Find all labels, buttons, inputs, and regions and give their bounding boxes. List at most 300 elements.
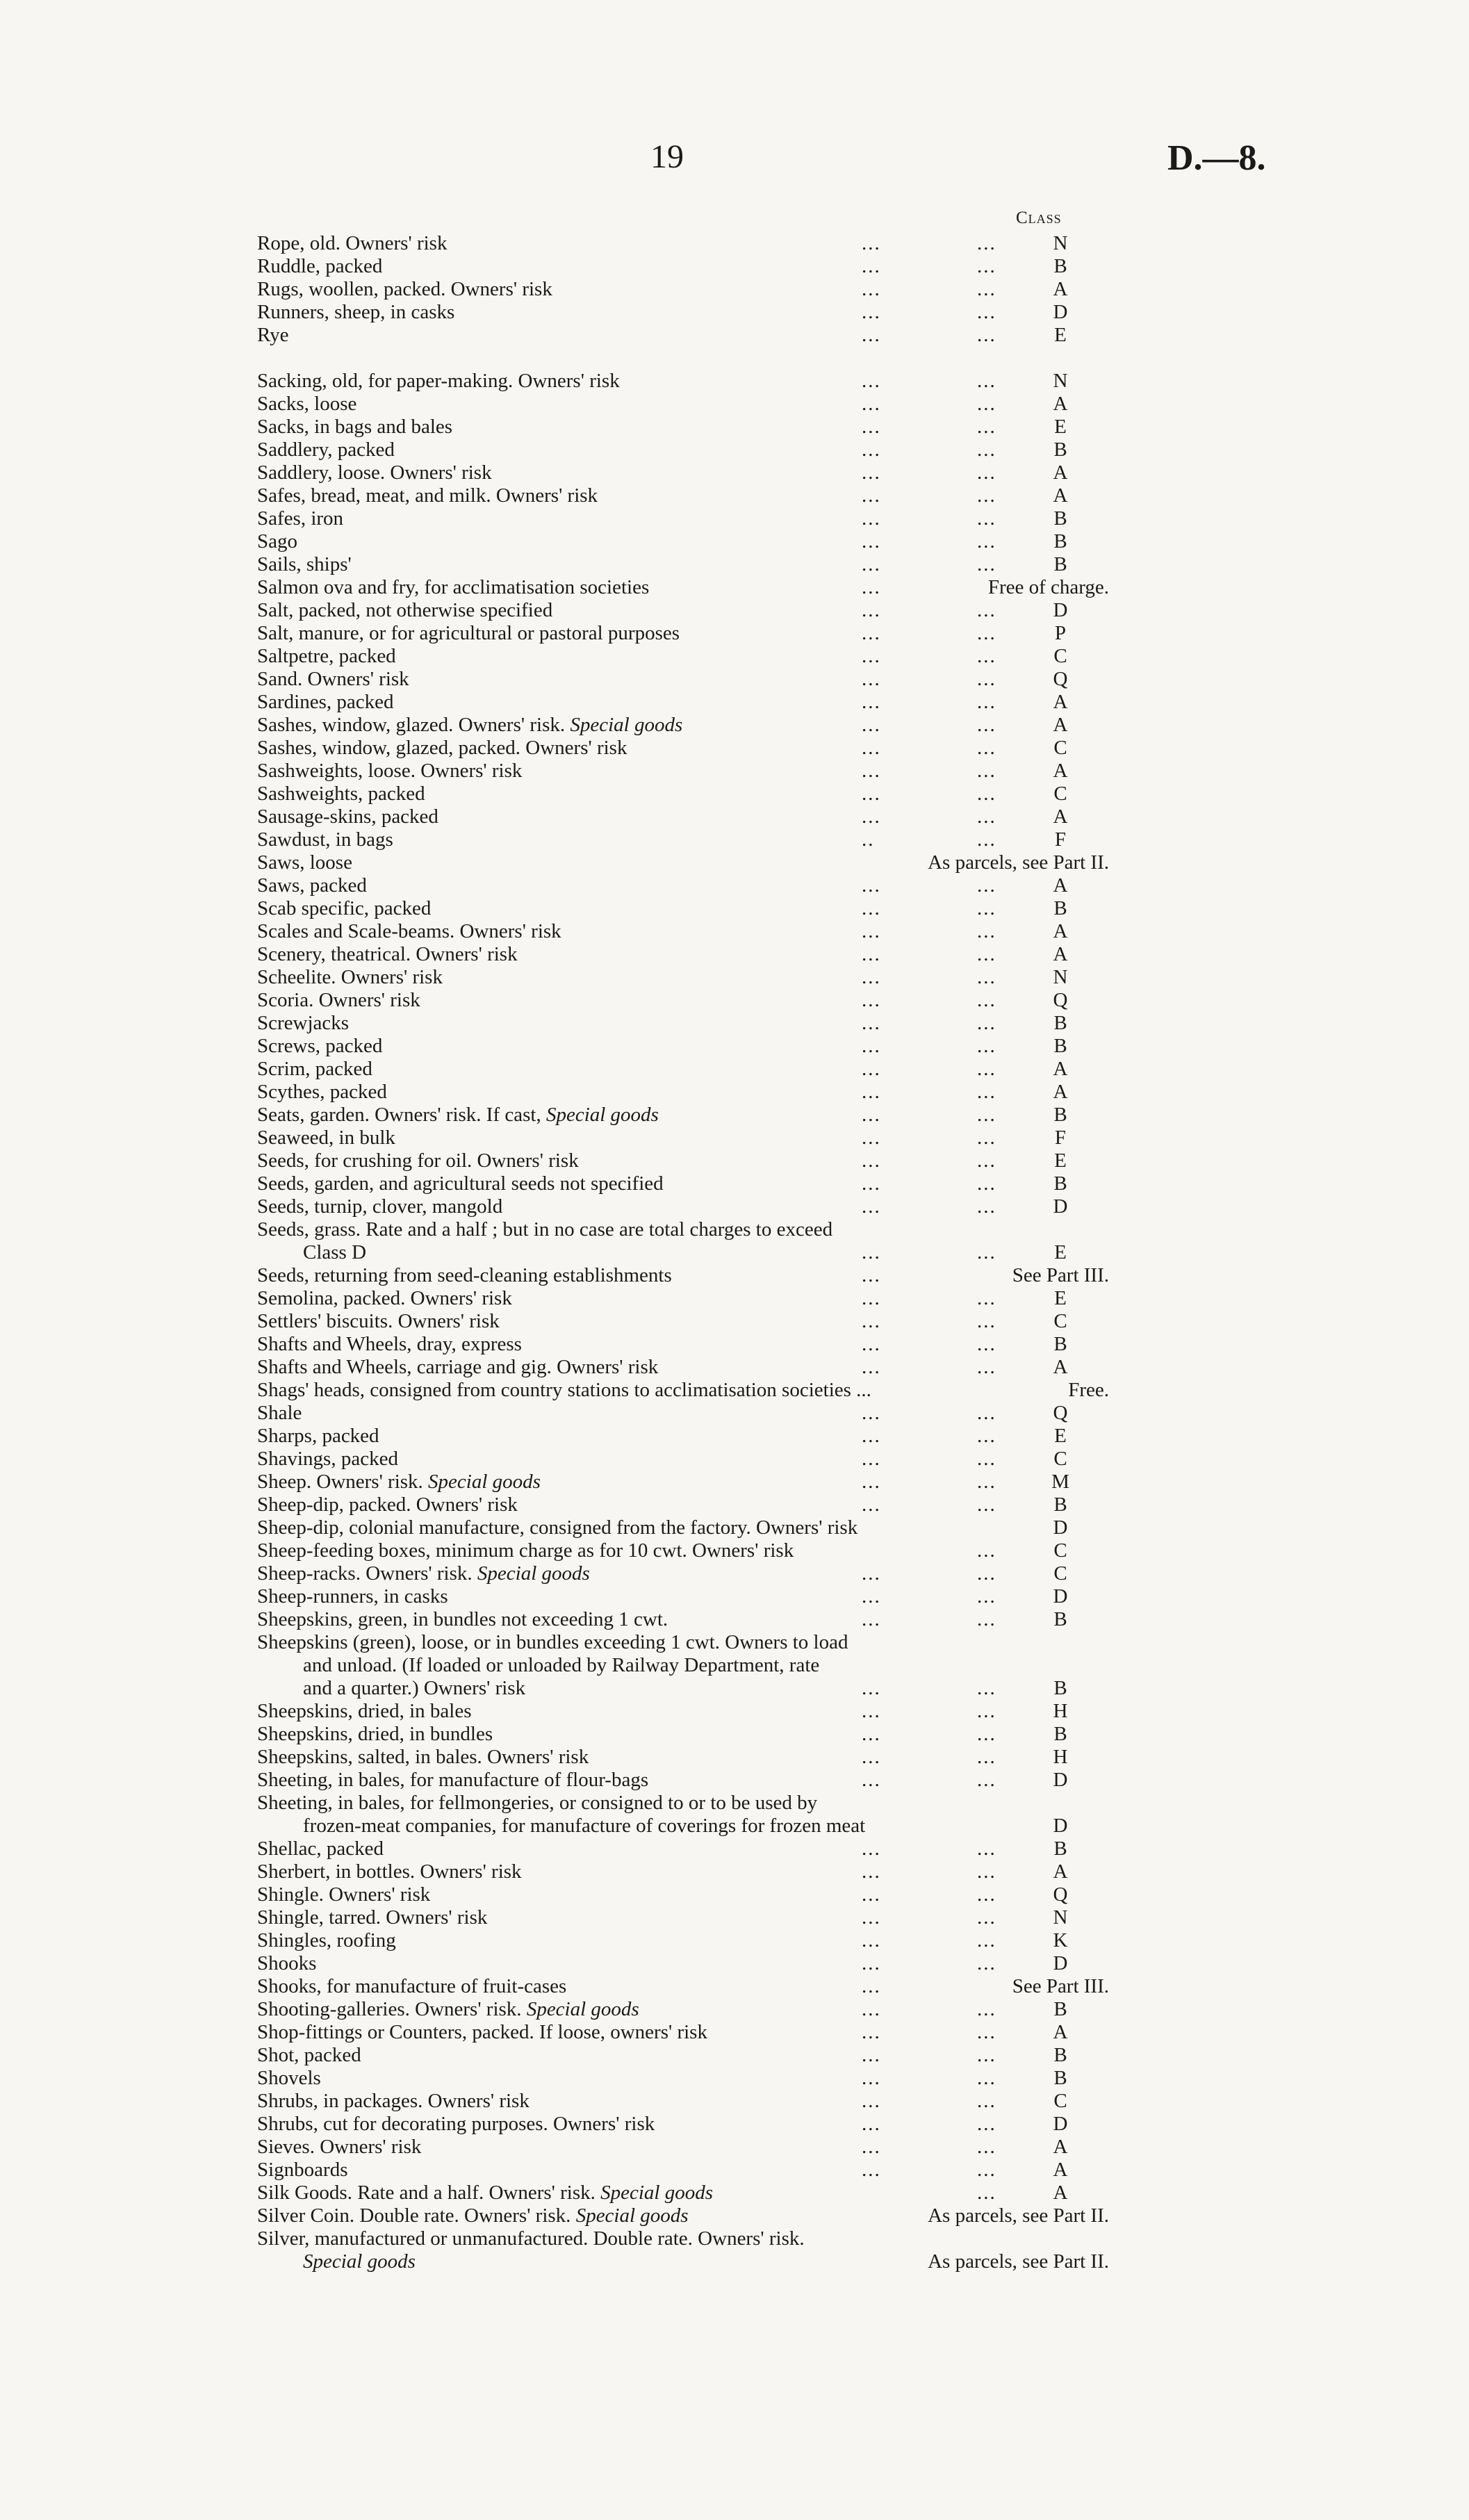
class-letter: Q: [1053, 989, 1068, 1011]
list-item: [257, 1700, 1091, 1723]
leader-dots: ...: [977, 1448, 996, 1470]
leader-dots: ...: [862, 1998, 881, 2020]
class-letter: C: [1053, 1310, 1067, 1332]
classification-list: [257, 232, 1109, 2273]
list-item: [257, 1654, 1091, 1677]
class-letter: B: [1053, 1035, 1067, 1057]
leader-dots: ...: [977, 1012, 996, 1034]
item-description: Shingle, tarred. Owners' risk: [257, 1906, 488, 1929]
class-letter: C: [1053, 783, 1067, 805]
leader-dots: ...: [977, 874, 996, 897]
item-description: Sashweights, packed: [257, 783, 425, 805]
item-description: Shingle. Owners' risk: [257, 1883, 431, 1906]
class-letter: B: [1053, 2067, 1067, 2089]
item-description: Seeds, grass. Rate and a half ; but in no case are total charges to exceed: [257, 1218, 833, 1241]
leader-dots: ...: [977, 1425, 996, 1447]
leader-dots: ...: [977, 2159, 996, 2181]
list-item: [257, 1883, 1091, 1906]
item-description: Sheepskins, dried, in bundles: [257, 1723, 493, 1745]
class-letter: B: [1053, 1104, 1067, 1126]
special-goods-note: Special goods: [422, 1471, 541, 1493]
class-letter: E: [1054, 1149, 1067, 1172]
list-item: [257, 737, 1091, 760]
leader-dots: ...: [862, 1425, 881, 1447]
class-letter: A: [1053, 943, 1068, 965]
leader-dots: ...: [862, 1012, 881, 1034]
leader-dots: ...: [977, 1608, 996, 1630]
class-letter: B: [1053, 1172, 1067, 1195]
list-item: [257, 1218, 1091, 1241]
leader-dots: ...: [977, 1746, 996, 1768]
item-description: Saws, loose: [257, 851, 352, 874]
leader-dots: ...: [862, 1264, 881, 1286]
list-item: [257, 1562, 1091, 1585]
leader-dots: ...: [977, 393, 996, 415]
special-goods-note: Special goods: [303, 2250, 416, 2273]
class-letter: C: [1053, 1562, 1067, 1585]
class-letter: P: [1054, 622, 1067, 644]
item-description: Class D: [303, 1241, 367, 1263]
item-description: Screwjacks: [257, 1012, 350, 1034]
leader-dots: ...: [977, 1539, 996, 1562]
leader-dots: ...: [862, 1929, 881, 1952]
leader-dots: ...: [862, 461, 881, 484]
list-item: [257, 1310, 1091, 1333]
class-letter: C: [1053, 1539, 1067, 1562]
leader-dots: ...: [977, 1562, 996, 1585]
list-item: [257, 805, 1091, 828]
list-item: [257, 1677, 1091, 1700]
leader-dots: ...: [862, 1287, 881, 1309]
class-letter: B: [1053, 1608, 1067, 1630]
list-item: [257, 1723, 1091, 1746]
class-column-header: Class: [1016, 208, 1062, 227]
item-description: Shrubs, in packages. Owners' risk: [257, 2090, 530, 2112]
list-item: [257, 2067, 1091, 2090]
class-letter: A: [1053, 760, 1068, 782]
leader-dots: ...: [862, 943, 881, 965]
class-letter: D: [1053, 2113, 1068, 2135]
item-description: Scoria. Owners' risk: [257, 989, 420, 1011]
leader-dots: ...: [977, 278, 996, 300]
class-letter: C: [1053, 645, 1067, 667]
item-description: Runners, sheep, in casks: [257, 301, 455, 323]
leader-dots: ...: [977, 530, 996, 553]
leader-dots: ...: [862, 714, 881, 736]
list-item: [257, 1425, 1091, 1448]
leader-dots: ...: [862, 2044, 881, 2066]
item-description: Sheepskins, salted, in bales. Owners' risk: [257, 1746, 589, 1768]
special-goods-note: Special goods: [571, 2204, 689, 2227]
class-letter: B: [1053, 1494, 1067, 1516]
leader-dots: ...: [977, 828, 996, 851]
item-description: Saddlery, packed: [257, 439, 395, 461]
leader-dots: ...: [862, 1104, 881, 1126]
item-description: Salmon ova and fry, for acclimatisation societies: [257, 576, 650, 598]
special-goods-note: Special goods: [565, 714, 683, 736]
leader-dots: ...: [977, 2090, 996, 2112]
list-item: [257, 1287, 1091, 1310]
class-letter: A: [1053, 2159, 1068, 2181]
item-description: Scythes, packed: [257, 1081, 387, 1103]
list-item: [257, 989, 1091, 1012]
item-description: Silk Goods. Rate and a half. Owners' risk. Special goods: [257, 2182, 714, 2204]
leader-dots: ...: [862, 622, 881, 644]
leader-dots: ...: [862, 484, 881, 507]
item-description: Salt, manure, or for agricultural or pastoral purposes: [257, 622, 680, 644]
class-letter: E: [1054, 416, 1067, 438]
item-description: Salt, packed, not otherwise specified: [257, 599, 553, 621]
list-item: [257, 1356, 1091, 1379]
leader-dots: ...: [862, 691, 881, 713]
class-letter: A: [1053, 1081, 1068, 1103]
item-description: Rye: [257, 324, 289, 346]
class-letter: D: [1053, 1769, 1068, 1791]
list-item: [257, 1104, 1091, 1127]
rate-note: As parcels, see Part II.: [928, 2204, 1109, 2227]
leader-dots: ...: [977, 1494, 996, 1516]
class-letter: A: [1053, 1860, 1068, 1883]
class-letter: D: [1053, 301, 1068, 323]
leader-dots: ...: [862, 2113, 881, 2135]
leader-dots: ...: [977, 1929, 996, 1952]
special-goods-note: Special goods: [595, 2182, 714, 2204]
item-description: Sails, ships': [257, 553, 352, 575]
leader-dots: ...: [862, 1195, 881, 1218]
leader-dots: ...: [862, 1149, 881, 1172]
leader-dots: ...: [977, 2021, 996, 2043]
class-letter: B: [1053, 1723, 1067, 1745]
class-letter: K: [1053, 1929, 1068, 1952]
leader-dots: ...: [862, 966, 881, 988]
item-description: Sashes, window, glazed. Owners' risk. Special goods: [257, 714, 683, 736]
class-letter: E: [1054, 1241, 1067, 1263]
list-item: [257, 484, 1091, 507]
list-item: [257, 783, 1091, 805]
list-item: [257, 828, 1091, 851]
leader-dots: ...: [862, 1883, 881, 1906]
class-letter: N: [1053, 1906, 1068, 1929]
leader-dots: ...: [862, 553, 881, 575]
item-description: Sheep-racks. Owners' risk. Special goods: [257, 1562, 590, 1585]
leader-dots: ...: [862, 668, 881, 690]
item-description: Screws, packed: [257, 1035, 383, 1057]
leader-dots: ...: [862, 1333, 881, 1355]
item-description: Sheepskins, dried, in bales: [257, 1700, 472, 1722]
class-letter: C: [1053, 737, 1067, 759]
leader-dots: ...: [977, 1356, 996, 1378]
list-item: [257, 668, 1091, 691]
list-item: [257, 599, 1091, 622]
list-item: [257, 553, 1091, 576]
leader-dots: ...: [977, 897, 996, 919]
leader-dots: ...: [862, 1402, 881, 1424]
item-description: Scab specific, packed: [257, 897, 432, 919]
list-item: [257, 1516, 1091, 1539]
item-description: Sawdust, in bags: [257, 828, 393, 851]
list-item: [257, 393, 1091, 416]
list-item: [257, 324, 1091, 347]
item-description: Sheep-runners, in casks: [257, 1585, 448, 1607]
list-item: [257, 1149, 1091, 1172]
class-letter: A: [1053, 874, 1068, 897]
leader-dots: ...: [977, 1127, 996, 1149]
leader-dots: ...: [862, 1448, 881, 1470]
list-item: [257, 1975, 1109, 1998]
leader-dots: ...: [862, 989, 881, 1011]
leader-dots: ...: [977, 507, 996, 530]
leader-dots: ...: [977, 1287, 996, 1309]
item-description: Shags' heads, consigned from country stations to acclimatisation societies ...: [257, 1379, 871, 1401]
class-letter: A: [1053, 2021, 1068, 2043]
leader-dots: ...: [862, 1700, 881, 1722]
leader-dots: ...: [977, 668, 996, 690]
class-letter: C: [1053, 1448, 1067, 1470]
item-description: Shooting-galleries. Owners' risk. Special goods: [257, 1998, 639, 2020]
list-item: [257, 1195, 1091, 1218]
leader-dots: ...: [977, 324, 996, 346]
leader-dots: ...: [977, 1402, 996, 1424]
class-letter: B: [1053, 255, 1067, 277]
item-description: frozen-meat companies, for manufacture of coverings for frozen meat: [303, 1815, 866, 1837]
leader-dots: ...: [862, 1471, 881, 1493]
leader-dots: ...: [862, 507, 881, 530]
leader-dots: ...: [977, 2136, 996, 2158]
class-letter: A: [1053, 278, 1068, 300]
class-letter: D: [1053, 1516, 1068, 1539]
leader-dots: ...: [977, 714, 996, 736]
leader-dots: ...: [977, 599, 996, 621]
list-item: [257, 2113, 1091, 2136]
class-letter: B: [1053, 553, 1067, 575]
item-description: Sand. Owners' risk: [257, 668, 409, 690]
leader-dots: ...: [862, 1585, 881, 1607]
item-description: Seeds, garden, and agricultural seeds not specified: [257, 1172, 664, 1195]
class-letter: E: [1054, 1425, 1067, 1447]
leader-dots: ...: [977, 232, 996, 254]
leader-dots: ...: [977, 1035, 996, 1057]
class-letter: B: [1053, 439, 1067, 461]
class-letter: B: [1053, 530, 1067, 553]
item-description: Seats, garden. Owners' risk. If cast, Special goods: [257, 1104, 659, 1126]
class-letter: A: [1053, 461, 1068, 484]
list-item: [257, 1264, 1109, 1287]
list-item: [257, 461, 1091, 484]
leader-dots: ...: [862, 255, 881, 277]
class-letter: Q: [1053, 1883, 1068, 1906]
list-item: [257, 851, 1109, 874]
class-letter: B: [1053, 1012, 1067, 1034]
class-letter: B: [1053, 897, 1067, 919]
leader-dots: ...: [977, 2067, 996, 2089]
leader-dots: ...: [977, 645, 996, 667]
list-item: [257, 2136, 1091, 2159]
list-item: [257, 232, 1091, 255]
leader-dots: ...: [862, 324, 881, 346]
list-item: [257, 576, 1109, 599]
leader-dots: ...: [977, 1883, 996, 1906]
leader-dots: ...: [862, 599, 881, 621]
list-item: [257, 1585, 1091, 1608]
class-letter: A: [1053, 714, 1068, 736]
item-description: Scenery, theatrical. Owners' risk: [257, 943, 518, 965]
item-description: Shellac, packed: [257, 1838, 384, 1860]
leader-dots: ...: [862, 2159, 881, 2181]
leader-dots: ...: [862, 530, 881, 553]
item-description: Sacking, old, for paper-making. Owners' risk: [257, 370, 620, 392]
item-description: Rugs, woollen, packed. Owners' risk: [257, 278, 552, 300]
item-description: Sacks, in bags and bales: [257, 416, 453, 438]
leader-dots: ...: [862, 1356, 881, 1378]
rate-note: As parcels, see Part II.: [928, 2250, 1109, 2273]
leader-dots: ...: [977, 1471, 996, 1493]
leader-dots: ...: [862, 301, 881, 323]
leader-dots: ...: [977, 1998, 996, 2020]
item-description: Seeds, for crushing for oil. Owners' risk: [257, 1149, 579, 1172]
item-description: Seeds, turnip, clover, mangold: [257, 1195, 503, 1218]
leader-dots: ...: [862, 897, 881, 919]
leader-dots: ...: [862, 805, 881, 828]
leader-dots: ...: [977, 1677, 996, 1699]
item-description: Shop-fittings or Counters, packed. If loose, owners' risk: [257, 2021, 707, 2043]
class-letter: N: [1053, 232, 1068, 254]
list-item: [257, 1838, 1091, 1860]
leader-dots: ...: [862, 1058, 881, 1080]
leader-dots: ...: [977, 805, 996, 828]
item-description: Saltpetre, packed: [257, 645, 396, 667]
class-letter: B: [1053, 2044, 1067, 2066]
item-description: Sashes, window, glazed, packed. Owners' risk: [257, 737, 627, 759]
item-description: Sheeting, in bales, for fellmongeries, or consigned to or to be used by: [257, 1792, 818, 1814]
class-letter: D: [1053, 1952, 1068, 1974]
item-description: Scheelite. Owners' risk: [257, 966, 443, 988]
class-letter: Q: [1053, 668, 1068, 690]
class-letter: M: [1051, 1471, 1069, 1493]
item-description: Silver, manufactured or unmanufactured. Double rate. Owners' risk.: [257, 2227, 805, 2250]
document-reference: D.—8.: [1167, 138, 1266, 178]
class-letter: N: [1053, 966, 1068, 988]
rate-note: As parcels, see Part II.: [928, 851, 1109, 874]
leader-dots: ...: [862, 920, 881, 942]
item-description: Sausage-skins, packed: [257, 805, 438, 828]
list-item: [257, 1035, 1091, 1058]
class-letter: B: [1053, 1333, 1067, 1355]
item-description: Saddlery, loose. Owners' risk: [257, 461, 492, 484]
item-description: Semolina, packed. Owners' risk: [257, 1287, 512, 1309]
list-item: [257, 1792, 1091, 1815]
rate-note: See Part III.: [1012, 1975, 1109, 1997]
leader-dots: ...: [862, 2021, 881, 2043]
leader-dots: ...: [862, 1769, 881, 1791]
leader-dots: ...: [977, 1058, 996, 1080]
leader-dots: ...: [862, 1746, 881, 1768]
item-description: Safes, iron: [257, 507, 344, 530]
list-item: [257, 2090, 1091, 2113]
list-item: [257, 760, 1091, 783]
class-letter: B: [1053, 1677, 1067, 1699]
leader-dots: ...: [862, 1310, 881, 1332]
list-item: [257, 1906, 1091, 1929]
leader-dots: ...: [977, 1081, 996, 1103]
class-letter: C: [1053, 2090, 1067, 2112]
leader-dots: ...: [862, 1562, 881, 1585]
leader-dots: ...: [977, 1906, 996, 1929]
item-description: Shot, packed: [257, 2044, 361, 2066]
list-item: [257, 1241, 1091, 1264]
item-description: Ruddle, packed: [257, 255, 383, 277]
item-description: Shooks, for manufacture of fruit-cases: [257, 1975, 567, 1997]
leader-dots: ...: [977, 484, 996, 507]
leader-dots: ...: [862, 760, 881, 782]
item-description: Shingles, roofing: [257, 1929, 396, 1952]
list-item: [257, 1471, 1091, 1494]
class-letter: D: [1053, 599, 1068, 621]
leader-dots: ...: [977, 1838, 996, 1860]
list-item: [257, 920, 1091, 943]
leader-dots: ...: [862, 1241, 881, 1263]
item-description: Sheep-dip, packed. Owners' risk: [257, 1494, 518, 1516]
list-item: [257, 1127, 1091, 1149]
rate-note: Free.: [1068, 1379, 1109, 1401]
item-description: Shooks: [257, 1952, 317, 1974]
list-item: [257, 370, 1091, 393]
list-item: [257, 439, 1091, 461]
leader-dots: ...: [977, 943, 996, 965]
leader-dots: ...: [977, 416, 996, 438]
list-item: [257, 1081, 1091, 1104]
class-letter: Q: [1053, 1402, 1068, 1424]
class-letter: A: [1053, 2182, 1068, 2204]
leader-dots: ...: [862, 416, 881, 438]
list-item: [257, 530, 1091, 553]
list-item: [257, 1929, 1091, 1952]
item-description: Sherbert, in bottles. Owners' risk: [257, 1860, 522, 1883]
leader-dots: ...: [862, 1494, 881, 1516]
page-number: 19: [650, 138, 684, 175]
list-item: [257, 691, 1091, 714]
item-description: Sheep. Owners' risk. Special goods: [257, 1471, 541, 1493]
leader-dots: ...: [862, 1127, 881, 1149]
class-letter: B: [1053, 1998, 1067, 2020]
list-item: [257, 1769, 1091, 1792]
leader-dots: ...: [862, 576, 881, 598]
item-description: Sheeting, in bales, for manufacture of flour-bags: [257, 1769, 649, 1791]
list-item: [257, 255, 1091, 278]
item-description: Signboards: [257, 2159, 348, 2181]
class-letter: F: [1054, 828, 1067, 851]
list-item: [257, 2227, 1091, 2250]
list-item: [257, 1608, 1091, 1631]
leader-dots: ...: [862, 737, 881, 759]
leader-dots: ...: [862, 645, 881, 667]
list-item: [257, 2182, 1091, 2204]
class-letter: A: [1053, 484, 1068, 507]
leader-dots: ...: [977, 255, 996, 277]
leader-dots: ...: [862, 2067, 881, 2089]
item-description: Scrim, packed: [257, 1058, 372, 1080]
class-letter: A: [1053, 691, 1068, 713]
item-description: Shale: [257, 1402, 302, 1424]
class-letter: A: [1053, 1356, 1068, 1378]
class-letter: D: [1053, 1585, 1068, 1607]
leader-dots: ...: [862, 232, 881, 254]
class-letter: E: [1054, 1287, 1067, 1309]
leader-dots: ...: [977, 2044, 996, 2066]
leader-dots: ...: [977, 301, 996, 323]
leader-dots: ...: [862, 278, 881, 300]
leader-dots: ...: [862, 874, 881, 897]
leader-dots: ...: [977, 1952, 996, 1974]
